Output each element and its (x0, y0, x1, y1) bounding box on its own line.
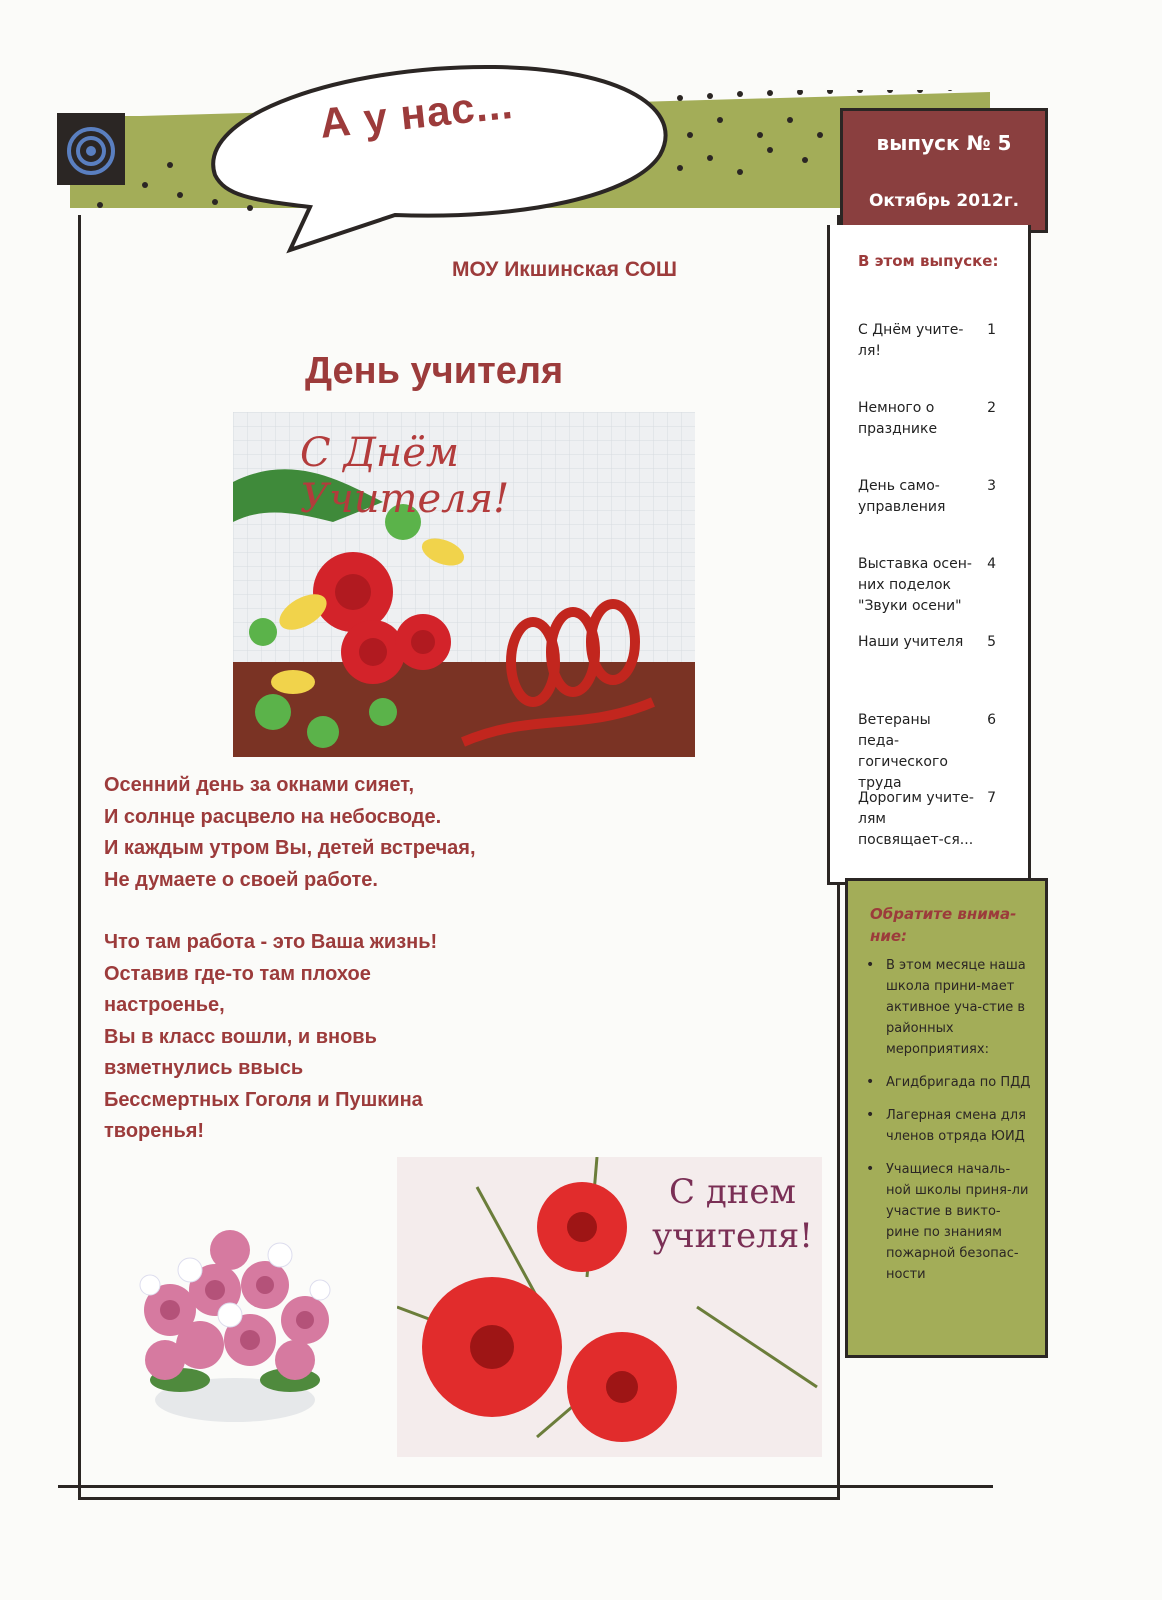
toc-item-text: Выставка осен-них поделок "Звуки осени" (858, 556, 972, 614)
poem-line: Не думаете о своей работе. (104, 868, 378, 891)
toc-item[interactable] (858, 476, 1008, 518)
card2-caption (645, 1170, 820, 1258)
toc-header: В этом выпуске: (858, 252, 999, 270)
issue-box (840, 108, 1048, 233)
toc-item-page: 4 (987, 556, 996, 572)
poem-line: настроенье, (104, 994, 225, 1016)
toc-item[interactable] (858, 710, 1008, 794)
poem-line: Бессмертных Гоголя и Пушкина (104, 1088, 423, 1111)
card2-caption-line: С днем (669, 1172, 796, 1212)
divider (58, 1485, 993, 1488)
poem-line: И каждым утром Вы, детей встречая, (104, 837, 476, 859)
card2-caption-line: учителя! (652, 1216, 813, 1256)
toc-item-text: День само-управления (858, 478, 946, 515)
attention-title: Обратите внима-ние: (870, 905, 1017, 945)
toc-item-page: 1 (987, 322, 996, 338)
issue-date: Октябрь 2012г. (868, 191, 1020, 211)
attention-list (862, 955, 1032, 1297)
poem-line: Оставив где-то там плохое (104, 962, 371, 985)
school-name: МОУ Икшинская СОШ (452, 258, 677, 281)
poem-line: взметнулись ввысь (104, 1057, 304, 1079)
poem-line: И солнце расцвело на небосводе. (104, 805, 442, 828)
page-title: День учителя (305, 350, 564, 392)
toc-item[interactable] (858, 632, 1008, 653)
poem-line: Вы в класс вошли, и вновь (104, 1025, 377, 1048)
list-item: • Агидбригада по ПДД (862, 1072, 1032, 1093)
list-item: • Учащиеся началь-ной школы приня-ли участие в викто-рине по знаниям пожарной безопас-ности (862, 1159, 1032, 1285)
target-icon (57, 113, 125, 185)
poem (104, 770, 624, 1148)
toc-item[interactable] (858, 320, 1008, 362)
bouquet-image (110, 1200, 360, 1430)
newsletter-title: А у нас... (317, 79, 516, 147)
toc-item-text: Немного о празднике (858, 400, 938, 437)
toc-item[interactable] (858, 398, 1008, 440)
toc-item-page: 5 (987, 634, 996, 650)
toc-item-text: Ветераны педа-гогического труда (858, 712, 948, 791)
toc-item-page: 6 (987, 712, 996, 728)
card1-caption: С Днём Учителя! (300, 430, 510, 522)
poem-line: творенья! (104, 1120, 205, 1142)
poem-line: Что там работа - это Ваша жизнь! (104, 931, 438, 953)
toc-item-page: 2 (987, 400, 996, 416)
list-item: • В этом месяце наша школа прини-мает активное уча-стие в районных мероприятиях: (862, 955, 1032, 1060)
toc-item[interactable] (858, 554, 1008, 617)
list-item: • Лагерная смена для членов отряда ЮИД (862, 1105, 1032, 1147)
toc-item-text: Наши учителя (858, 634, 964, 650)
speech-bubble (195, 55, 675, 255)
poem-line: Осенний день за окнами сияет, (104, 774, 415, 796)
toc-item-text: Дорогим учите-лям посвящает-ся... (858, 790, 974, 848)
toc-item-text: С Днём учите-ля! (858, 322, 964, 359)
toc-item-page: 3 (987, 478, 996, 494)
issue-number: выпуск № 5 (876, 131, 1012, 155)
toc-item-page: 7 (987, 790, 996, 806)
toc-item[interactable] (858, 788, 1008, 851)
